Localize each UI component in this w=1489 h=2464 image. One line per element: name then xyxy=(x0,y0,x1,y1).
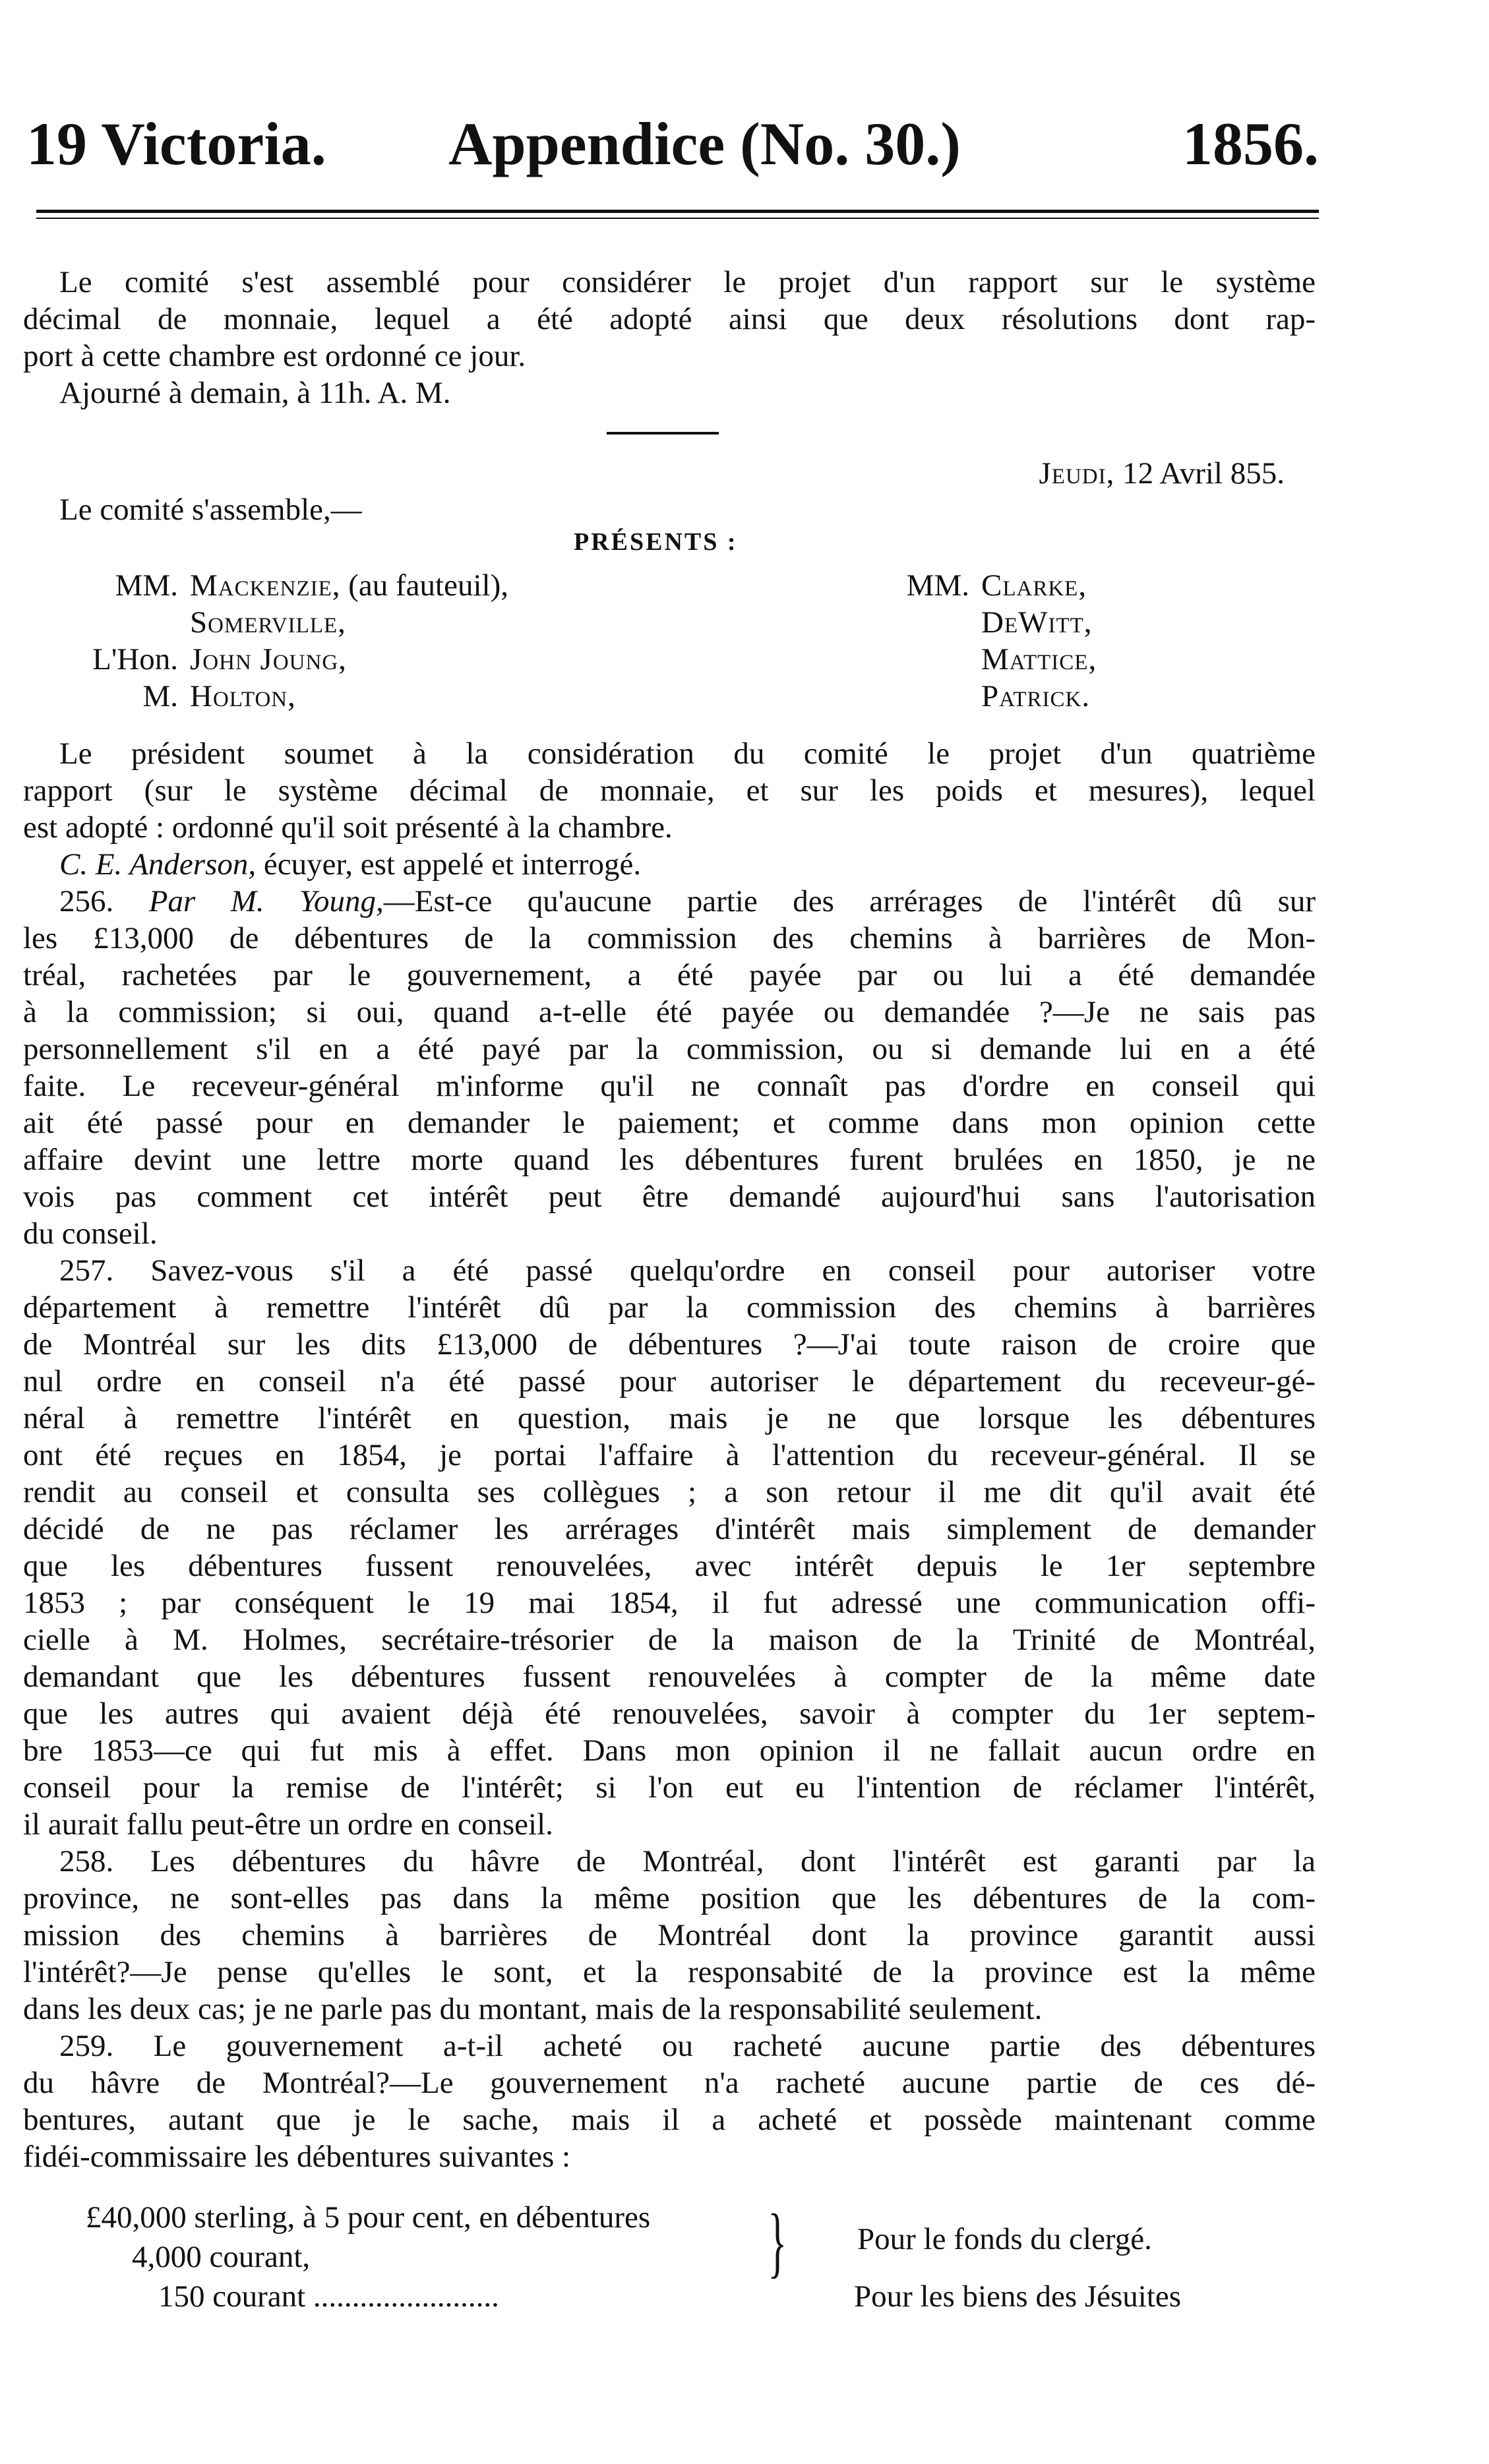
intro-line: Le comité s'est assemblé pour considérer le projet d'un rapport sur le système xyxy=(59,265,1316,299)
question-257-line: que les autres qui avaient déjà été renouvelées, savoir à compter du 1er septem- xyxy=(23,1697,1316,1731)
meeting-dateline xyxy=(1039,455,1285,492)
running-header xyxy=(26,109,1319,181)
question-257-line: rendit au conseil et consulta ses collègues ; a son retour il me dit qu'il avait été xyxy=(23,1475,1316,1509)
question-256-line: à la commission; si oui, quand a-t-elle été payée ou demandée ?—Je ne sais pas xyxy=(23,995,1316,1029)
member-name: Mattice, xyxy=(981,642,1097,676)
question-256-line: tréal, rachetées par le gouvernement, a été payée par ou lui a été demandée xyxy=(23,958,1316,992)
member-name: Holton, xyxy=(190,679,296,713)
debenture-amount: £40,000 sterling, à 5 pour cent, en débentures xyxy=(86,2200,651,2235)
question-258-line: dans les deux cas; je ne parle pas du montant, mais de la responsabilité seulement. xyxy=(23,1992,1043,2026)
question-259-line: fidéi-commissaire les débentures suivantes : xyxy=(23,2140,571,2174)
question-259-line: bentures, autant que je le sache, mais il a acheté et possède maintenant comme xyxy=(23,2103,1316,2137)
question-257-line: il aurait fallu peut-être un ordre en conseil. xyxy=(23,1807,553,1842)
header-appendix-title: Appendice (No. 30.) xyxy=(448,110,961,177)
member-title: MM. xyxy=(906,568,969,603)
section-separator xyxy=(607,432,719,435)
president-line: rapport (sur le système décimal de monnaie, et sur les poids et mesures), lequel xyxy=(23,773,1316,808)
debentures-list xyxy=(73,2199,1319,2318)
assemble-line: Le comité s'assemble,— xyxy=(59,493,362,527)
member-row xyxy=(877,604,1273,641)
member-name: DeWitt, xyxy=(981,605,1093,640)
member-row xyxy=(86,678,613,715)
question-256-first-line xyxy=(23,883,1316,920)
member-title: L'Hon. xyxy=(92,642,178,676)
question-257-line: de Montréal sur les dits £13,000 de débentures ?—J'ai toute raison de croire que xyxy=(23,1327,1316,1362)
questioner: Par M. Young, xyxy=(148,884,384,918)
question-259-line: du hâvre de Montréal?—Le gouvernement n'a racheté aucune partie de ces dé- xyxy=(23,2066,1316,2100)
members-right-column xyxy=(877,567,1273,715)
question-257-line: que les débentures fussent renouvelées, avec intérêt depuis le 1er septembre xyxy=(23,1549,1316,1583)
minutes-body xyxy=(23,735,1316,2175)
member-row xyxy=(86,641,613,678)
debenture-amount: 150 courant ........................ xyxy=(158,2279,499,2314)
intro-line: décimal de monnaie, lequel a été adopté ainsi que deux résolutions dont rap- xyxy=(23,302,1316,336)
member-row xyxy=(86,604,613,641)
question-257-line: demandant que les débentures fussent renouvelées à compter de la même date xyxy=(23,1660,1316,1694)
question-256-line: faite. Le receveur-général m'informe qu'il ne connaît pas d'ordre en conseil qui xyxy=(23,1069,1316,1103)
presents-heading: PRÉSENTS : xyxy=(574,528,738,556)
dateline-day: Jeudi, xyxy=(1039,456,1115,491)
question-258-line: 258. Les débentures du hâvre de Montréal, dont l'intérêt est garanti par la xyxy=(59,1844,1316,1878)
debenture-purpose: Pour les biens des Jésuites xyxy=(854,2279,1182,2314)
header-rule-thick xyxy=(36,210,1319,213)
question-257-line: nul ordre en conseil n'a été passé pour autoriser le département du receveur-gé- xyxy=(23,1364,1316,1398)
member-name: Mackenzie, xyxy=(190,568,341,603)
president-line: Le président soumet à la considération du comité le projet d'un quatrième xyxy=(59,736,1316,771)
question-257-line: conseil pour la remise de l'intérêt; si l'on eut eu l'intention de réclamer l'intérêt, xyxy=(23,1770,1316,1805)
question-257-line: bre 1853—ce qui fut mis à effet. Dans mon opinion il ne fallait aucun ordre en xyxy=(23,1733,1316,1768)
question-257-line: 257. Savez-vous s'il a été passé quelqu'ordre en conseil pour autoriser votre xyxy=(59,1253,1316,1288)
member-row xyxy=(877,678,1273,715)
question-text: —Est-ce qu'aucune partie des arrérages de l'intérêt dû sur xyxy=(383,884,1316,918)
debenture-amount: 4,000 courant, xyxy=(132,2240,311,2274)
witness-name: C. E. Anderson, xyxy=(59,847,257,882)
member-note: (au fauteuil), xyxy=(348,568,508,603)
question-257-line: cielle à M. Holmes, secrétaire-trésorier de la maison de la Trinité de Montréal, xyxy=(23,1623,1316,1657)
witness-called-line xyxy=(23,846,1316,883)
question-259-line: 259. Le gouvernement a-t-il acheté ou racheté aucune partie des débentures xyxy=(59,2029,1316,2063)
question-258-line: province, ne sont-elles pas dans la même position que les débentures de la com- xyxy=(23,1881,1316,1915)
intro-paragraph xyxy=(23,264,1316,411)
intro-line: port à cette chambre est ordonné ce jour. xyxy=(23,339,526,373)
question-258-line: l'intérêt?—Je pense qu'elles le sont, et la responsabité de la province est la même xyxy=(23,1955,1316,1989)
member-row xyxy=(877,567,1273,604)
header-regnal-year: 19 Victoria. xyxy=(26,110,326,177)
question-257-line: néral à remettre l'intérêt en question, mais je ne que lorsque les débentures xyxy=(23,1401,1316,1435)
question-258-line: mission des chemins à barrières de Montréal dont la province garantit aussi xyxy=(23,1918,1316,1952)
dateline-date: 12 Avril 855. xyxy=(1122,456,1285,491)
members-left-column xyxy=(86,567,613,715)
member-name: John Joung, xyxy=(190,642,347,676)
adjourn-line: Ajourné à demain, à 11h. A. M. xyxy=(59,376,451,410)
member-name: Somerville, xyxy=(190,605,346,640)
question-256-line: personnellement s'il en a été payé par la commission, ou si demande lui en a été xyxy=(23,1032,1316,1066)
question-257-line: ont été reçues en 1854, je portai l'affaire à l'attention du receveur-général. Il se xyxy=(23,1438,1316,1472)
question-256-line: vois pas comment cet intérêt peut être demandé aujourd'hui sans l'autorisation xyxy=(23,1180,1316,1214)
member-row xyxy=(877,641,1273,678)
question-256-line: du conseil. xyxy=(23,1217,158,1251)
member-row xyxy=(86,567,613,604)
question-257-line: décidé de ne pas réclamer les arrérages d'intérêt mais simplement de demander xyxy=(23,1512,1316,1546)
member-title: MM. xyxy=(115,568,178,603)
assemble-line-block xyxy=(23,491,1316,528)
question-257-line: 1853 ; par conséquent le 19 mai 1854, il fut adressé une communication offi- xyxy=(23,1586,1316,1620)
header-year: 1856. xyxy=(1182,110,1319,177)
question-256-line: les £13,000 de débentures de la commission des chemins à barrières de Mon- xyxy=(23,921,1316,955)
header-rule-thin xyxy=(36,218,1319,219)
debenture-row xyxy=(73,2278,1319,2318)
debenture-group-purpose: Pour le fonds du clergé. xyxy=(857,2222,1152,2256)
grouping-brace: } xyxy=(768,2198,787,2285)
question-number: 256. xyxy=(59,884,114,918)
question-257-line: département à remettre l'intérêt dû par la commission des chemins à barrières xyxy=(23,1290,1316,1325)
president-line: est adopté : ordonné qu'il soit présenté à la chambre. xyxy=(23,810,673,845)
member-name: Clarke, xyxy=(981,568,1087,603)
witness-called-text: écuyer, est appelé et interrogé. xyxy=(256,847,642,882)
question-256-line: ait été passé pour en demander le paiement; et comme dans mon opinion cette xyxy=(23,1106,1316,1140)
question-256-line: affaire devint une lettre morte quand les débentures furent brulées en 1850, je ne xyxy=(23,1143,1316,1177)
member-name: Patrick. xyxy=(981,679,1091,713)
member-title: M. xyxy=(142,679,178,713)
